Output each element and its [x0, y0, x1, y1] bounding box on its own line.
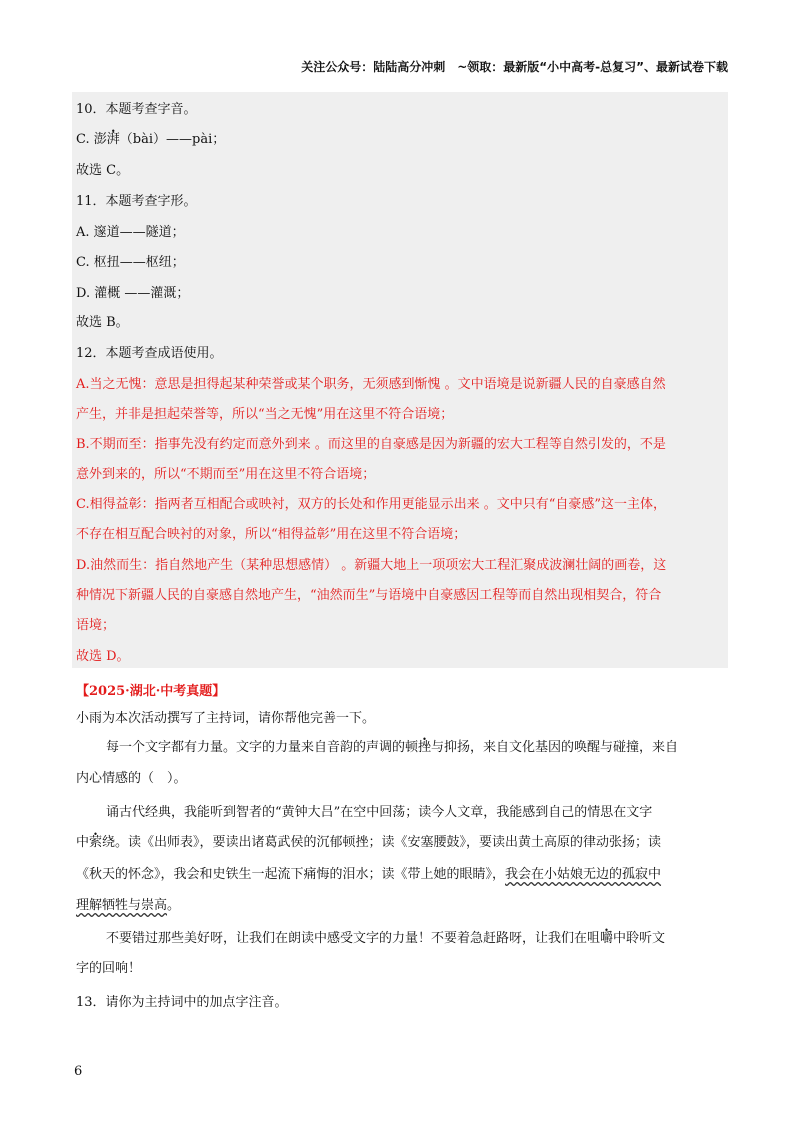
answer-line: 故选 B。	[76, 315, 129, 330]
intro-text: 小雨为本次活动撰写了主持词，请你帮他完善一下。	[76, 711, 376, 726]
answer-line: 11．本题考查字形。	[76, 194, 197, 209]
answer-text: C. 澎	[76, 132, 107, 147]
passage-text: 《秋天的怀念》，我会和史铁生一起流下痛悔的泪水；读《带上她的眼睛》，	[76, 867, 506, 882]
passage-text: 与抑扬，来自文化基因的唤醒与碰撞，来自	[431, 740, 679, 755]
page-number: 6	[74, 1064, 83, 1079]
answer-text: （bài）——pài；	[119, 132, 226, 147]
wavy-underlined-text: 我会在小姑娘无边的孤寂中	[505, 867, 662, 882]
passage-line	[106, 739, 678, 757]
passage-line: 内心情感的（ ）。	[76, 771, 187, 786]
answer-line: D. 灌概 ——灌溉；	[76, 286, 190, 301]
passage-line	[76, 834, 661, 852]
passage-line: 诵古代经典，我能听到智者的“黄钟大吕”在空中回荡；读今人文章，我能感到自己的情思在文字	[106, 805, 653, 820]
passage-line	[76, 897, 180, 915]
section-title: 【2025·湖北·中考真题】	[76, 684, 226, 699]
answer-line	[76, 131, 225, 149]
passage-text: 中	[76, 835, 90, 850]
dotted-char: 嚼	[600, 931, 614, 946]
passage-text: 绕。读《出师表》，要读出诸葛武侯的沉郁顿挫；读《安塞腰鼓》，要读出黄土高原的律动张扬；读	[102, 835, 662, 850]
answer-line: D.油然而生：指自然地产生（某种思想感情） 。新疆大地上一项项宏大工程汇聚成波澜壮阔的画卷，这	[76, 558, 667, 573]
dotted-char: 萦	[89, 835, 103, 850]
answer-line: 意外到来的，所以“不期而至”用在这里不符合语境；	[76, 467, 376, 482]
passage-text: 中聆听文	[613, 931, 666, 946]
answer-line: 故选 D。	[76, 649, 130, 664]
passage-text: 每一个文字都有力量。文字的力量来自音韵的声调的顿	[106, 740, 419, 755]
answer-line: A. 邃道——隧道；	[76, 225, 185, 240]
page-header: 关注公众号：陆陆高分冲刺 ~领取：最新版“小中高考-总复习”、最新试卷下载	[301, 60, 728, 74]
passage-text: 。	[167, 898, 181, 913]
dotted-char: 湃	[106, 132, 120, 147]
dotted-char: 挫	[418, 740, 432, 755]
answer-line: 12．本题考查成语使用。	[76, 346, 223, 361]
answer-line: 不存在相互配合映衬的对象，所以“相得益彰”用在这里不符合语境；	[76, 527, 467, 542]
answer-line: C. 枢扭——枢纽；	[76, 255, 185, 270]
answer-line: 种情况下新疆人民的自豪感自然地产生，“油然而生”与语境中自豪感因工程等而自然出现相契合，符合	[76, 588, 662, 603]
answer-line: 产生，并非是担起荣誉等，所以“当之无愧”用在这里不符合语境；	[76, 407, 454, 422]
answer-line: 语境；	[76, 618, 116, 633]
answer-line: 10．本题考查字音。	[76, 102, 197, 117]
passage-line	[76, 866, 661, 884]
answer-line: A.当之无愧：意思是担得起某种荣誉或某个职务，无须感到惭愧 。文中语境是说新疆人民的自豪感自然	[76, 377, 666, 392]
passage-text: 不要错过那些美好呀，让我们在朗读中感受文字的力量！不要着急赶路呀，让我们在咀	[106, 931, 601, 946]
passage-line: 字的回响！	[76, 961, 142, 976]
answer-line: C.相得益彰：指两者互相配合或映衬，双方的长处和作用更能显示出来 。文中只有“自豪感”这一主体，	[76, 497, 667, 512]
answer-line: 故选 C。	[76, 163, 130, 178]
question-13: 13．请你为主持词中的加点字注音。	[76, 995, 288, 1010]
passage-line	[106, 930, 665, 948]
wavy-underlined-text: 理解牺牲与崇高	[76, 898, 168, 913]
answer-line: B.不期而至：指事先没有约定而意外到来 。而这里的自豪感是因为新疆的宏大工程等自然引发的，不是	[76, 437, 666, 452]
